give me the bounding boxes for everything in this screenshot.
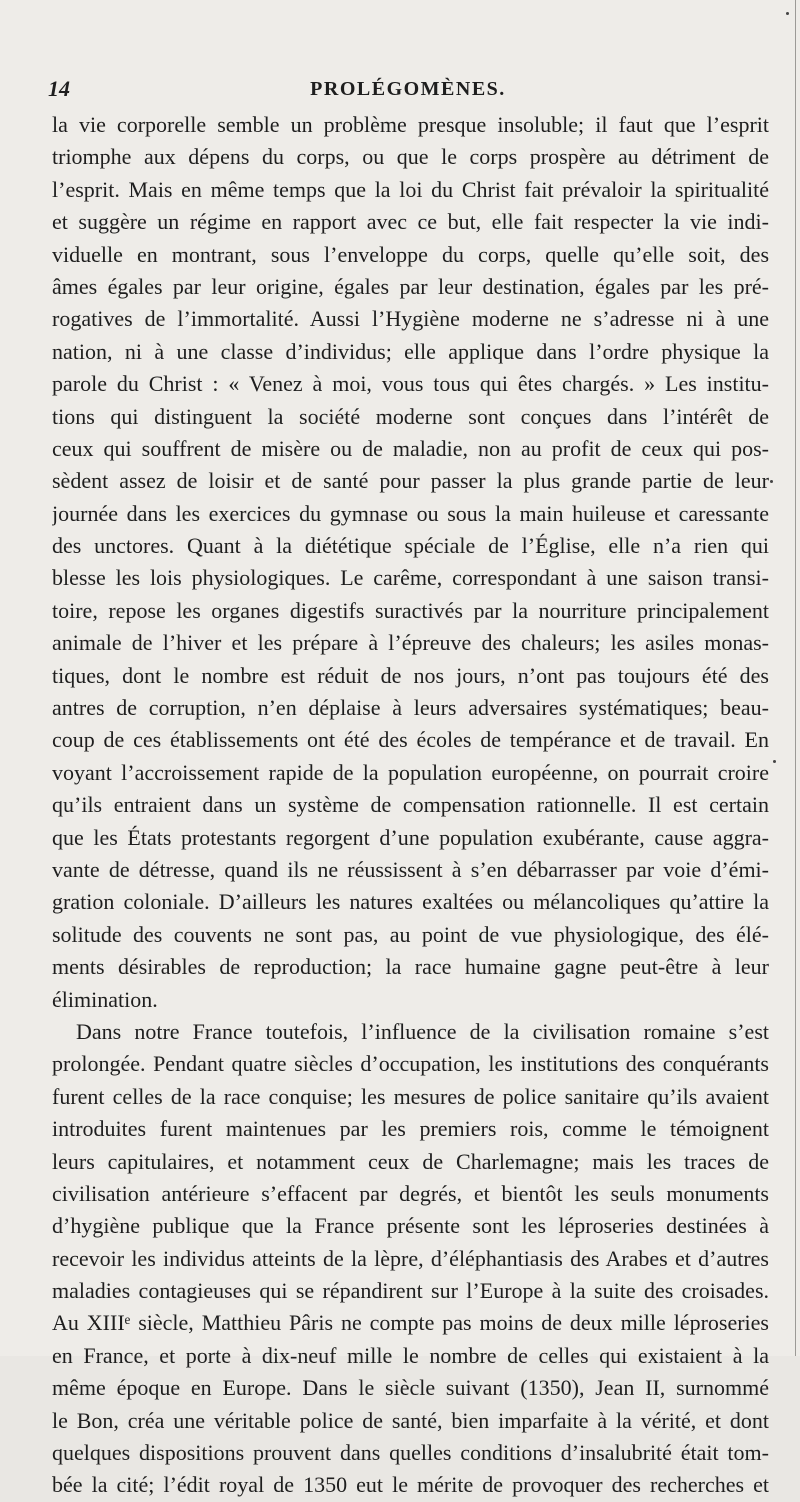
text-line: ments désirables de reproduction; la race humaine gagne peut-être à leur <box>52 954 769 980</box>
text-line: rogatives de l’immortalité. Aussi l’Hygiène moderne ne s’adresse ni à une <box>52 306 769 332</box>
text-line: viduelle en montrant, sous l’enveloppe du corps, quelle qu’elle soit, des <box>52 241 769 267</box>
text-line: que les États protestants regorgent d’une population exubérante, cause aggra- <box>52 824 769 850</box>
speck-mark <box>773 760 776 763</box>
text-line: en France, et porte à dix-neuf mille le nombre de celles qui existaient à la <box>52 1342 769 1368</box>
running-head: PROLÉGOMÈNES. <box>310 78 506 100</box>
text-line: tions qui distinguent la société moderne sont conçues dans l’intérêt de <box>52 403 769 429</box>
text-line: des unctores. Quant à la diététique spéciale de l’Église, elle n’a rien qui <box>52 533 769 559</box>
paragraph-end-line: élimination. <box>52 986 158 1012</box>
speck-mark <box>786 12 789 15</box>
text-line: leurs capitulaires, et notamment ceux de Charlemagne; mais les traces de <box>52 1148 769 1174</box>
text-line: journée dans les exercices du gymnase ou sous la main huileuse et caressante <box>52 500 769 526</box>
text-line: toire, repose les organes digestifs suractivés par la nourriture principalement <box>52 597 769 623</box>
text-line: nation, ni à une classe d’individus; elle applique dans l’ordre physique la <box>52 338 769 364</box>
text-line: vante de détresse, quand ils ne réussissent à s’en débarrasser par voie d’émi- <box>52 856 769 882</box>
text-line: ceux qui souffrent de misère ou de maladie, non au profit de ceux qui pos- <box>52 435 769 461</box>
paragraph-start-line: Dans notre France toutefois, l’influence de la civilisation romaine s’est <box>76 1018 769 1044</box>
text-line: parole du Christ : « Venez à moi, vous tous qui êtes chargés. » Les institu- <box>52 371 769 397</box>
speck-mark <box>770 480 773 483</box>
text-line: furent celles de la race conquise; les mesures de police sanitaire qu’ils avaient <box>52 1083 769 1109</box>
text-line: sèdent assez de loisir et de santé pour passer la plus grande partie de leur <box>52 468 769 494</box>
text-line: maladies contagieuses qui se répandirent sur l’Europe à la suite des croisades. <box>52 1278 769 1304</box>
page-number: 14 <box>48 76 70 101</box>
text-line: animale de l’hiver et les prépare à l’épreuve des chaleurs; les asiles monas- <box>52 630 769 656</box>
text-line: la vie corporelle semble un problème presque insoluble; il faut que l’esprit <box>52 112 769 137</box>
text-line: le Bon, créa une véritable police de santé, bien imparfaite à la vérité, et dont <box>52 1407 769 1433</box>
page-header <box>48 74 768 104</box>
text-line: âmes égales par leur origine, égales par leur destination, égales par les pré- <box>52 273 769 299</box>
text-line: voyant l’accroissement rapide de la population européenne, on pourrait croire <box>52 759 769 785</box>
text-line: prolongée. Pendant quatre siècles d’occupation, les institutions des conquérants <box>52 1051 769 1077</box>
text-line: antres de corruption, n’en déplaise à leurs adversaires systématiques; beau- <box>52 695 769 721</box>
text-line: triomphe aux dépens du corps, ou que le corps prospère au détriment de <box>52 144 769 170</box>
text-line: et suggère un régime en rapport avec ce but, elle fait respecter la vie indi- <box>52 209 769 235</box>
text-line: gration coloniale. D’ailleurs les natures exaltées ou mélancoliques qu’attire la <box>52 889 769 915</box>
text-line: Au XIIIᵉ siècle, Matthieu Pâris ne compte pas moins de deux mille léproseries <box>52 1310 769 1336</box>
text-line: d’hygiène publique que la France présente sont les léproseries destinées à <box>52 1213 769 1239</box>
text-line: bée la cité; l’édit royal de 1350 eut le mérite de provoquer des recherches et <box>52 1472 769 1498</box>
text-line: tiques, dont le nombre est réduit de nos jours, n’ont pas toujours été des <box>52 662 769 688</box>
text-line: blesse les lois physiologiques. Le carême, correspondant à une saison transi- <box>52 565 769 591</box>
text-line: même époque en Europe. Dans le siècle suivant (1350), Jean II, surnommé <box>52 1375 769 1401</box>
text-line: quelques dispositions prouvent dans quelles conditions d’insalubrité était tom- <box>52 1440 769 1466</box>
text-line: coup de ces établissements ont été des écoles de tempérance et de travail. En <box>52 727 769 753</box>
text-line: recevoir les individus atteints de la lèpre, d’éléphantiasis des Arabes et d’autres <box>52 1245 769 1271</box>
text-line: solitude des couvents ne sont pas, au point de vue physiologique, des élé- <box>52 921 769 947</box>
text-line: qu’ils entraient dans un système de compensation rationnelle. Il est certain <box>52 792 769 818</box>
text-line: l’esprit. Mais en même temps que la loi du Christ fait prévaloir la spiritualité <box>52 176 769 202</box>
text-line: introduites furent maintenues par les premiers rois, comme le témoignent <box>52 1116 769 1142</box>
page-edge-line <box>795 0 796 1356</box>
body-text <box>52 109 769 1502</box>
text-line: civilisation antérieure s’effacent par degrés, et bientôt les seuls monuments <box>52 1180 769 1206</box>
